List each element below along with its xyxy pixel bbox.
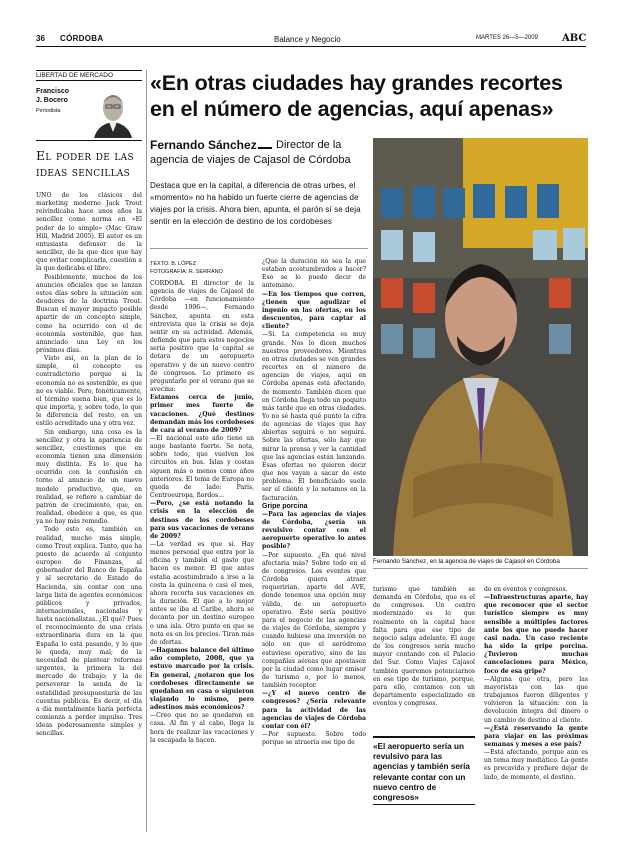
paragraph: —Creo que no se quedaron en casa. Al fin y al cabo, llega la hora de realizar las vacaciones y la escapada la hacen. — [150, 712, 254, 744]
column-kicker: LIBERTAD DE MERCADO — [36, 72, 114, 79]
paragraph: ¿Que la duración no sea la que estaban acostumbrados a hacer? Eso se lo puedo decir de antemano. — [262, 258, 366, 290]
column-author-role: Periodista — [36, 108, 61, 114]
paragraph: —El nacional este año tiene un auge bastante fuerte. Se nota, sobre todo, que vuelven los circuitos en bus. Islas y costas siguen más o menos como años anteriores. El tema de Europa no queda de lado: París, Centroeuropa, fiordos... — [150, 434, 254, 500]
column-paragraph: Visto así, en la plan de lo simple, el concepto es contradictorio porque si la economía no es sostenible, es que no es viable. Pero, fonéticamente, el término suena bien, que es lo que importa, y, sobre todo, lo que le diferencia del resto, en un estilo acreditado una y otra vez. — [36, 355, 142, 428]
article-column-1 — [150, 280, 254, 832]
brand-logo: ABC — [562, 33, 587, 44]
paragraph: —Alguna que otra, pero las mayoristas con las que trabajamos fueron diligentes y volvieron la situación: con la devolución íntegra del dinero o un cambio de destino al cliente. — [484, 675, 588, 724]
photo-caption: Fernando Sánchez, en la agencia de viajes de Cajasol en Córdoba — [373, 558, 560, 565]
subhead: Gripe porcina — [262, 502, 308, 510]
paragraph: —Por supuesto. ¿En qué nivel afectaría más? Sobre todo en el de congresos. Los eventos que Córdoba quiera atraer requerirían, aparte del AVE, donde tenemos una opción muy válida, de un aeropuerto operativo. Éste sería positivo para el negocio de las agencias de viajes de Córdoba, siempre y cuando hubiese una inversión no sólo en que el aeródromo estuviese operativo, sino de las compañías aéreas que apostasen por la ciudad como lugar emisor de turismo o, por lo menos, también receptor. — [262, 551, 366, 690]
question: —Infraestructuras aparte, hay que reconocer que el sector turístico siempre es muy sensible a múltiples factores ante los que no puede hacer casi nada. Un caso reciente ha sido la gripe porcina. ¿Tuvieron muchas cancelaciones para México, foco de esa gripe? — [484, 594, 588, 675]
article-column-2 — [262, 258, 366, 832]
article-column-3 — [373, 586, 475, 734]
column-body — [36, 192, 142, 832]
column-paragraph: Todo esto es, también en realidad, mucho más simple, como Trout explica. Tanto, que ha puesto de acuerdo al conjunto europeo de Finanzas, al gobernador del Banco de España y al secretario de Estado de Hacienda, sin contar con una larga lista de agentes económicos públicos y privados, internacionales, nacionales y hasta nacionalistas. ¿El qué? Pues el reconocimiento de una crisis extraordinaria dura en la que España lo está pasando, y lo que le queda, muy mal; de la necesidad de plantear reformas urgentes, la primera la del mercado de trabajo; y la de perseverar la senda de la estabilidad presupuestaria de las cuentas públicas. Es decir, el día a día mentalmente haría perfecta comienza a perder impulso. Tres ideas poderosamente simples y sencillas. — [36, 526, 142, 738]
text-credit: TEXTO: B. LÓPEZ — [150, 261, 197, 267]
page-header — [36, 34, 586, 46]
question: —¿Y el nuevo centro de congresos? ¿Sería relevante para la actividad de las agencias de viajes de Córdoba contar con él? — [262, 690, 366, 730]
column-paragraph: Posiblemente, muchos de los anuncios oficiales que se lanzan estos días sobre la situación son deudores de la doctrina Trout. Buscan el mayor impacto posible apartir de un concepto simple, como ha ocurrido con el de economía sostenible, que han anunciado una Ley en los próximos días. — [36, 273, 142, 354]
section-subtitle: Balance y Negocio — [274, 35, 341, 44]
question: —Para las agencias de viajes de Córdoba, ¿sería un revulsivo contar con el aeropuerto operativo lo antes posible? — [262, 510, 366, 551]
question: —¿Está reservando la gente para viajar en las próximas semanas y meses a ese país? — [484, 724, 588, 748]
article-photo — [373, 138, 588, 556]
paragraph: —Por supuesto. Sobre todo porque se atraería ese tipo de — [262, 731, 366, 747]
pull-quote: «El aeropuerto sería un revulsivo para las agencias y también sería relevante contar con un nuevo centro de congresos» — [373, 742, 470, 803]
issue-date: MARTES 26—5—2009 — [476, 35, 538, 41]
page-number: 36 — [36, 34, 45, 43]
column-title: El poder de las ideas sencillas — [36, 148, 134, 179]
article-column-4 — [484, 586, 588, 832]
question: —En los tiempos que corren, ¿tienen que agudizar el ingenio en las ofertas, en los descuentos, para captar al cliente? — [262, 290, 366, 331]
interviewee-name: Fernando Sánchez — [150, 138, 257, 152]
question: —Hagamos balance del último año completo, 2008, que ya estuvo marcado por la crisis. En general, ¿notaron que los cordobeses directamente se quedaban en casa o siguieron viajando lo mismo, pero adestinos más económicos? — [150, 647, 254, 712]
column-paragraph: UNO de los clásicos del marketing moderno Jack Trout reivindicaba hace unos años la sencillez como norma en «El poder de lo simple» (Mac Graw Hill, Madrid 2005). El autor es un entusiasta defensor de la sencillez, de la que dice que hay que evitar complicarla, cuestión a la que dedicaba el libro. — [36, 192, 142, 273]
question: Estamos cerca de junio, primer mes fuerte de vacaciones. ¿Qué destinos demandan más los cordobeses de cara al verano de 2009? — [150, 394, 254, 434]
headline: «En otras ciudades hay grandes recortes en el número de agencias, aquí apenas» — [150, 71, 563, 121]
interviewee-role: Director de la agencia de viajes de Cajasol de Córdoba — [150, 139, 351, 166]
paragraph: —La verdad es que sí. Hay menos personal que entra por la oficina y también el gasto que hacen es menor. El que antes estaba acostumbrado a irse a la costa la quincena o casi el mes, ahora recorta sus vacaciones en la duración. El que a lo mejor antes se iba al Caribe, ahora se decanta por un destino europeo o una isla. Otro punto en que se nota es en los precios. Tiran más de ofertas. — [150, 541, 254, 646]
paragraph: —Está afectando, porque aún es un tema muy mediático. La gente es precavida y prefiere dejar de lado, de momento, el destino. — [484, 749, 588, 781]
column-author: Francisco J. Bocero — [36, 88, 70, 104]
paragraph: CÓRDOBA. El director de la agencia de viajes de Cajasol de Córdoba —en funcionamiento desde 1996—, Fernando Sánchez, apunta en esta entrevista que la crisis se deja sentir en su actividad. Además, defiende que para estos negocios sería positivo que la capital se dotara de un aeropuerto operativo y de un nuevo centro de congresos. Lo primero es preguntarle por el verano que se avecina: — [150, 280, 254, 394]
column-paragraph: Sin embargo, una cosa es la sencillez y otra la apariencia de sencillez, cuestiones que en economía tienen una dimensión muy distinta. Es lo que ha ocurrido con la confusión en torno al anuncio de un nuevo modelo productivo, que, en realidad, se refiere a cambiar de patrón de crecimiento, que, en realidad, obedece a que, es que ya no hay más remedio. — [36, 428, 142, 526]
section-name: CÓRDOBA — [60, 34, 104, 43]
question: —Pero, ¿se está notando la crisis en la elección de destinos de los cordobeses para sus vacaciones de verano de 2009? — [150, 500, 254, 540]
article-lead: Destaca que en la capital, a diferencia de otras urbes, el «momento» no ha habido un fuerte cierre de agencias de viajes por la crisis. Ahora bien, apunta, el parón sí se deja sentir en la elección de destino de los cordobeses — [150, 181, 361, 226]
paragraph: —Sí. La competencia es muy grande. Nos lo dicen muchos nuestros proveedores. Mientras en otras ciudades se ven grandes recortes en el número de agencias de viajes, aquí en Córdoba apenas está afectando, de momento. También dicen que en Córdoba llega todo un poquito más tarde que en otras ciudades. Yo no sé hasta qué punto la cifra de agencias de viajes que hay abiertas seguirá o no seguirá. Sobre las ofertas, sólo hay que mirar la prensa y ver la cantidad que las agencias están lanzando. Esas ofertas no quieren decir que nos vayan a sacar de este problema. El beneficiado suele ser el cliente y lo notamos en la facturación. — [262, 331, 366, 502]
author-avatar — [90, 86, 136, 138]
paragraph: do en eventos y congresos. — [484, 586, 568, 593]
paragraph: turismo que también se demanda en Córdoba, que es el de congresos. Un centro modernizado es lo que realmente en la capital hace falta para que ese tipo de negocio salga adelante. El auge de los congresos sería mucho mayor contando con el Palacio del Sur. Como Viajes Cajasol también queremos potenciarnos en ese tipo de turismo, porque, para ello, contamos con un departamento especializado en eventos y congresos. — [373, 586, 475, 708]
photo-credit: FOTOGRAFÍA: R. SERRANO — [150, 269, 223, 275]
